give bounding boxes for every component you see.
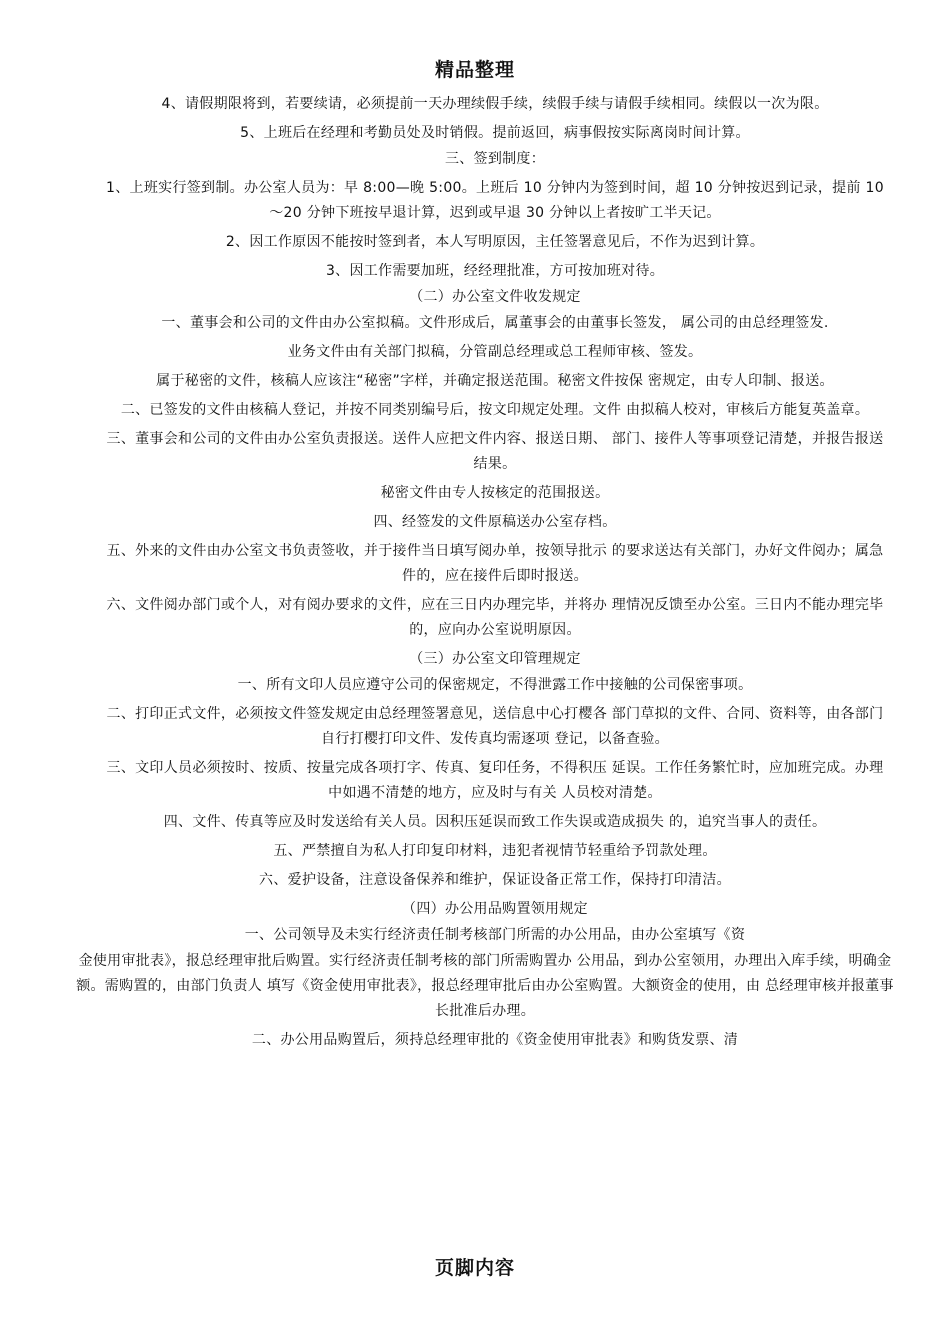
paragraph-print-rule-6: 六、爱护设备，注意设备保养和维护，保证设备正常工作，保持打印清洁。: [259, 872, 731, 888]
document-body: [76, 92, 894, 1057]
paragraph-file-rule-4: 四、经签发的文件原稿送办公室存档。: [373, 514, 617, 530]
section-heading-office-supplies: （四）办公用品购置领用规定: [402, 901, 588, 917]
paragraph-leave-cancel: 5、上班后在经理和考勤员处及时销假。提前返回，病事假按实际离岗时间计算。: [240, 125, 750, 141]
paragraph-file-rule-5: 五、外来的文件由办公室文书负责签收，并于接件当日填写阅办单，按领导批示 的要求送达有关部门，办好文件阅办；属急件的，应在接件后即时报送。: [106, 543, 884, 584]
paragraph-supplies-rule-2: 二、办公用品购置后，须持总经理审批的《资金使用审批表》和购货发票、清: [251, 1032, 739, 1048]
section-heading-file-handling: （二）办公室文件收发规定: [409, 289, 581, 305]
paragraph-print-rule-2: 二、打印正式文件，必须按文件签发规定由总经理签署意见，送信息中心打樱各 部门草拟的文件、合同、资料等，由各部门自行打樱打印文件、发传真均需逐项 登记，以备查验。: [106, 706, 884, 747]
paragraph-file-rule-6: 六、文件阅办部门或个人，对有阅办要求的文件，应在三日内办理完毕，并将办 理情况反馈至办公室。三日内不能办理完毕的，应向办公室说明原因。: [106, 597, 884, 638]
section-heading-printing: （三）办公室文印管理规定: [409, 651, 581, 667]
paragraph-file-rule-3: 三、董事会和公司的文件由办公室负责报送。送件人应把文件内容、报送日期、 部门、接件人等事项登记清楚，并报告报送结果。: [106, 431, 884, 472]
page-header-title: 精品整理: [434, 59, 515, 81]
paragraph-supplies-rule-1-cont: 金使用审批表》，报总经理审批后购置。实行经济责任制考核的部门所需购置办 公用品，到办公室领用，办理出入库手续，明确金额。需购置的，由部门负责人 填写《资金使用审批表》，报总经理审批后由办公室购置。大额资金的使用，由 总经理审核并报董事长批准后办理。: [76, 953, 894, 1019]
paragraph-print-rule-1: 一、所有文印人员应遵守公司的保密规定，不得泄露工作中接触的公司保密事项。: [237, 677, 753, 693]
paragraph-print-rule-5: 五、严禁擅自为私人打印复印材料，违犯者视情节轻重给予罚款处理。: [273, 843, 717, 859]
paragraph-supplies-rule-1: 一、公司领导及未实行经济责任制考核部门所需的办公用品，由办公室填写《资: [244, 927, 746, 943]
section-heading-signin: 三、签到制度：: [444, 151, 546, 167]
paragraph-print-rule-4: 四、文件、传真等应及时发送给有关人员。因积压延误而致工作失误或造成损失 的，追究当事人的责任。: [163, 814, 827, 830]
paragraph-file-rule-2: 二、已签发的文件由核稿人登记，并按不同类别编号后，按文印规定处理。文件 由拟稿人校对，审核后方能复英盖章。: [120, 402, 870, 418]
paragraph-leave-extension: 4、请假期限将到，若要续请，必须提前一天办理续假手续，续假手续与请假手续相同。续假以一次为限。: [161, 96, 829, 112]
page-footer-title: 页脚内容: [434, 1257, 515, 1279]
paragraph-print-rule-3: 三、文印人员必须按时、按质、按量完成各项打字、传真、复印任务，不得积压 延误。工作任务繁忙时，应加班完成。办理中如遇不清楚的地方，应及时与有关 人员校对清楚。: [106, 760, 884, 801]
paragraph-file-secret: 属于秘密的文件，核稿人应该注“秘密”字样，并确定报送范围。秘密文件按保 密规定，由专人印制、报送。: [156, 373, 834, 389]
paragraph-signin-rule-1: 1、上班实行签到制。办公室人员为：早 8:00—晚 5:00。上班后 10 分钟内为签到时间，超 10 分钟按迟到记录，提前 10～20 分钟下班按早退计算，迟到或早退 30 分钟以上者按旷工半天记。: [106, 180, 884, 221]
paragraph-file-business: 业务文件由有关部门拟稿，分管副总经理或总工程师审核、签发。: [287, 344, 703, 360]
paragraph-file-rule-1: 一、董事会和公司的文件由办公室拟稿。文件形成后，属董事会的由董事长签发， 属公司的由总经理签发.: [161, 315, 829, 331]
paragraph-file-secret-delivery: 秘密文件由专人按核定的范围报送。: [380, 485, 610, 501]
paragraph-signin-rule-3: 3、因工作需要加班，经经理批准，方可按加班对待。: [325, 263, 665, 279]
paragraph-signin-rule-2: 2、因工作原因不能按时签到者，本人写明原因，主任签署意见后，不作为迟到计算。: [225, 234, 765, 250]
